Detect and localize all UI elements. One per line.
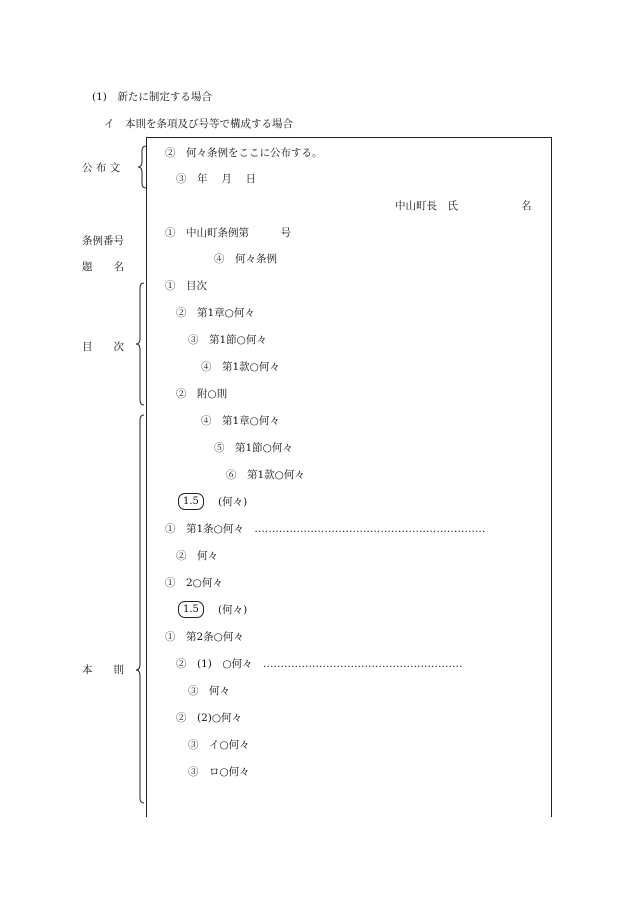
label-honsoku: 本 則 bbox=[82, 664, 124, 676]
subsection-heading: イ 本則を条項及び号等で構成する場合 bbox=[104, 118, 293, 130]
line-toc-supplementary: ② 附○則 bbox=[176, 388, 228, 400]
spacing-badge: 1.5 bbox=[178, 601, 204, 618]
line-subitem-ro: ③ ロ○何々 bbox=[188, 766, 250, 778]
line-jorei-bangou: ① 中山町条例第 号 bbox=[165, 227, 291, 239]
line-daimei: ④ 何々条例 bbox=[214, 253, 277, 265]
label-mokuji: 目 次 bbox=[82, 341, 124, 353]
brace-koufubun bbox=[136, 145, 148, 189]
line-chapter: ④ 第1章○何々 bbox=[201, 415, 280, 427]
line-koufu-text: ② 何々条例をここに公布する。 bbox=[165, 147, 323, 159]
line-toc-section: ③ 第1節○何々 bbox=[188, 334, 267, 346]
section-heading: (1) 新たに制定する場合 bbox=[92, 91, 212, 103]
line-date: ③ 年 月 日 bbox=[176, 173, 257, 185]
line-item-text: ③ 何々 bbox=[188, 685, 230, 697]
line-toc-subsection: ④ 第1款○何々 bbox=[201, 361, 280, 373]
line-article-caption: (何々) bbox=[218, 496, 248, 508]
label-koufubun: 公 布 文 bbox=[82, 162, 121, 174]
label-jorei-bangou: 条例番号 bbox=[82, 235, 124, 247]
line-article-1: ① 第1条○何々 ………………………………………………………… bbox=[165, 523, 486, 535]
line-section: ⑤ 第1節○何々 bbox=[214, 442, 293, 454]
brace-mokuji bbox=[134, 282, 146, 406]
line-paragraph-2: ① 2○何々 bbox=[165, 577, 223, 589]
label-daimei: 題 名 bbox=[82, 261, 124, 273]
line-article-2: ① 第2条○何々 bbox=[165, 631, 244, 643]
line-item-2: ② (2)○何々 bbox=[176, 712, 243, 724]
line-toc-chapter: ② 第1章○何々 bbox=[176, 307, 255, 319]
line-item-1: ② (1) ○何々 ………………………………………………… bbox=[176, 658, 463, 670]
line-subsection: ⑥ 第1款○何々 bbox=[226, 469, 305, 481]
line-subitem-i: ③ イ○何々 bbox=[188, 739, 250, 751]
line-article-caption: (何々) bbox=[218, 604, 248, 616]
spacing-badge: 1.5 bbox=[178, 493, 204, 510]
brace-honsoku bbox=[134, 414, 146, 804]
line-mokuji: ① 目次 bbox=[165, 280, 207, 292]
line-paragraph: ② 何々 bbox=[176, 550, 218, 562]
line-mayor-name: 中山町長 氏 名 bbox=[395, 200, 532, 212]
